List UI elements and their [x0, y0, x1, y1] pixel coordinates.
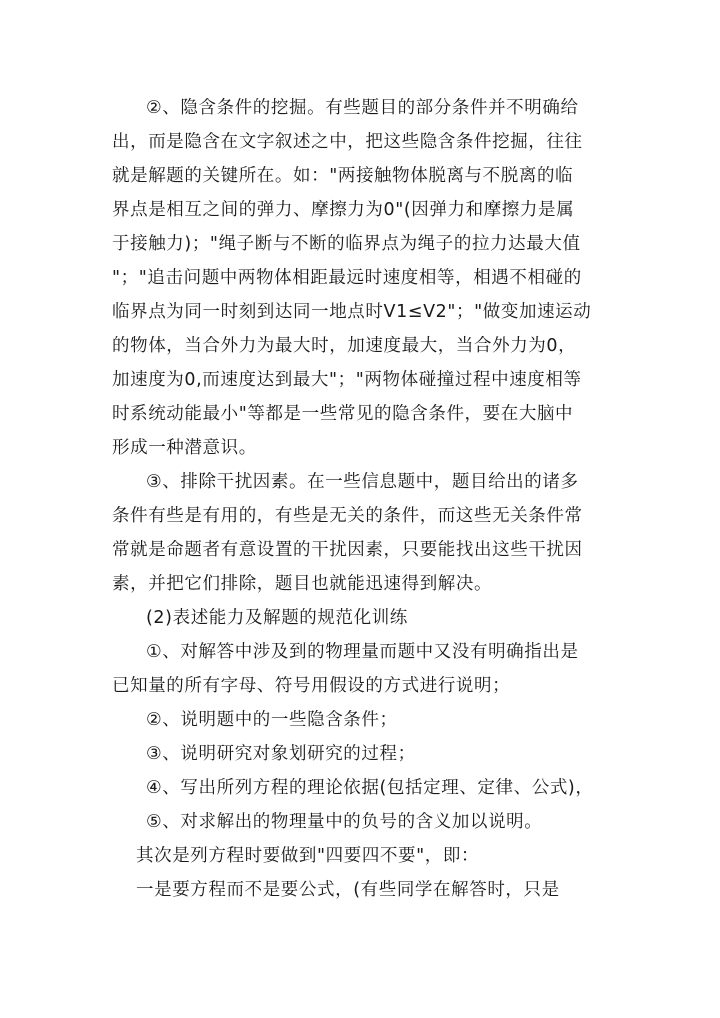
text-line: ①、对解答中涉及到的物理量而题中又没有明确指出是: [146, 642, 579, 662]
text-line: 时系统动能最小"等都是一些常见的隐含条件，要在大脑中: [112, 404, 574, 424]
text-line: ④、写出所列方程的理论依据(包括定理、定律、公式)，: [146, 778, 594, 798]
text-line: 常就是命题者有意设置的干扰因素，只要能找出这些干扰因: [112, 540, 583, 560]
text-line: ③、说明研究对象划研究的过程；: [146, 744, 416, 764]
text-line: ③、排除干扰因素。在一些信息题中，题目给出的诸多: [146, 472, 579, 492]
text-line: 就是解题的关键所在。如："两接触物体脱离与不脱离的临: [112, 166, 574, 186]
text-line: 界点是相互之间的弹力、摩擦力为0"(因弹力和摩擦力是属: [112, 200, 575, 220]
text-line: 于接触力)；"绳子断与不断的临界点为绳子的拉力达最大值: [112, 234, 581, 254]
text-line: 临界点为同一时刻到达同一地点时V1≤V2"；"做变加速运动: [112, 302, 592, 322]
section-heading: (2)表述能力及解题的规范化训练: [146, 608, 408, 628]
text-line: 形成一种潜意识。: [112, 438, 257, 458]
text-line: ②、说明题中的一些隐含条件；: [146, 710, 398, 730]
text-line: 的物体，当合外力为最大时，加速度最大，当合外力为0，: [112, 336, 577, 356]
text-line: 条件有些是有用的，有些是无关的条件，而这些无关条件常: [112, 506, 583, 526]
text-line: 素，并把它们排除，题目也就能迅速得到解决。: [112, 574, 493, 594]
text-line: 已知量的所有字母、符号用假设的方式进行说明；: [112, 676, 511, 696]
text-line: ⑤、对求解出的物理量中的负号的含义加以说明。: [146, 812, 543, 832]
text-line: 出，而是隐含在文字叙述之中，把这些隐含条件挖掘，往往: [112, 132, 583, 152]
text-line: ②、隐含条件的挖掘。有些题目的部分条件并不明确给: [146, 98, 579, 118]
text-line: 其次是列方程时要做到"四要四不要"，即：: [136, 846, 480, 866]
text-line: 一是要方程而不是要公式，(有些同学在解答时，只是: [136, 880, 560, 900]
text-line: 加速度为0,而速度达到最大"；"两物体碰撞过程中速度相等: [112, 370, 582, 390]
text-line: "；"追击问题中两物体相距最远时速度相等，相遇不相碰的: [112, 268, 582, 288]
